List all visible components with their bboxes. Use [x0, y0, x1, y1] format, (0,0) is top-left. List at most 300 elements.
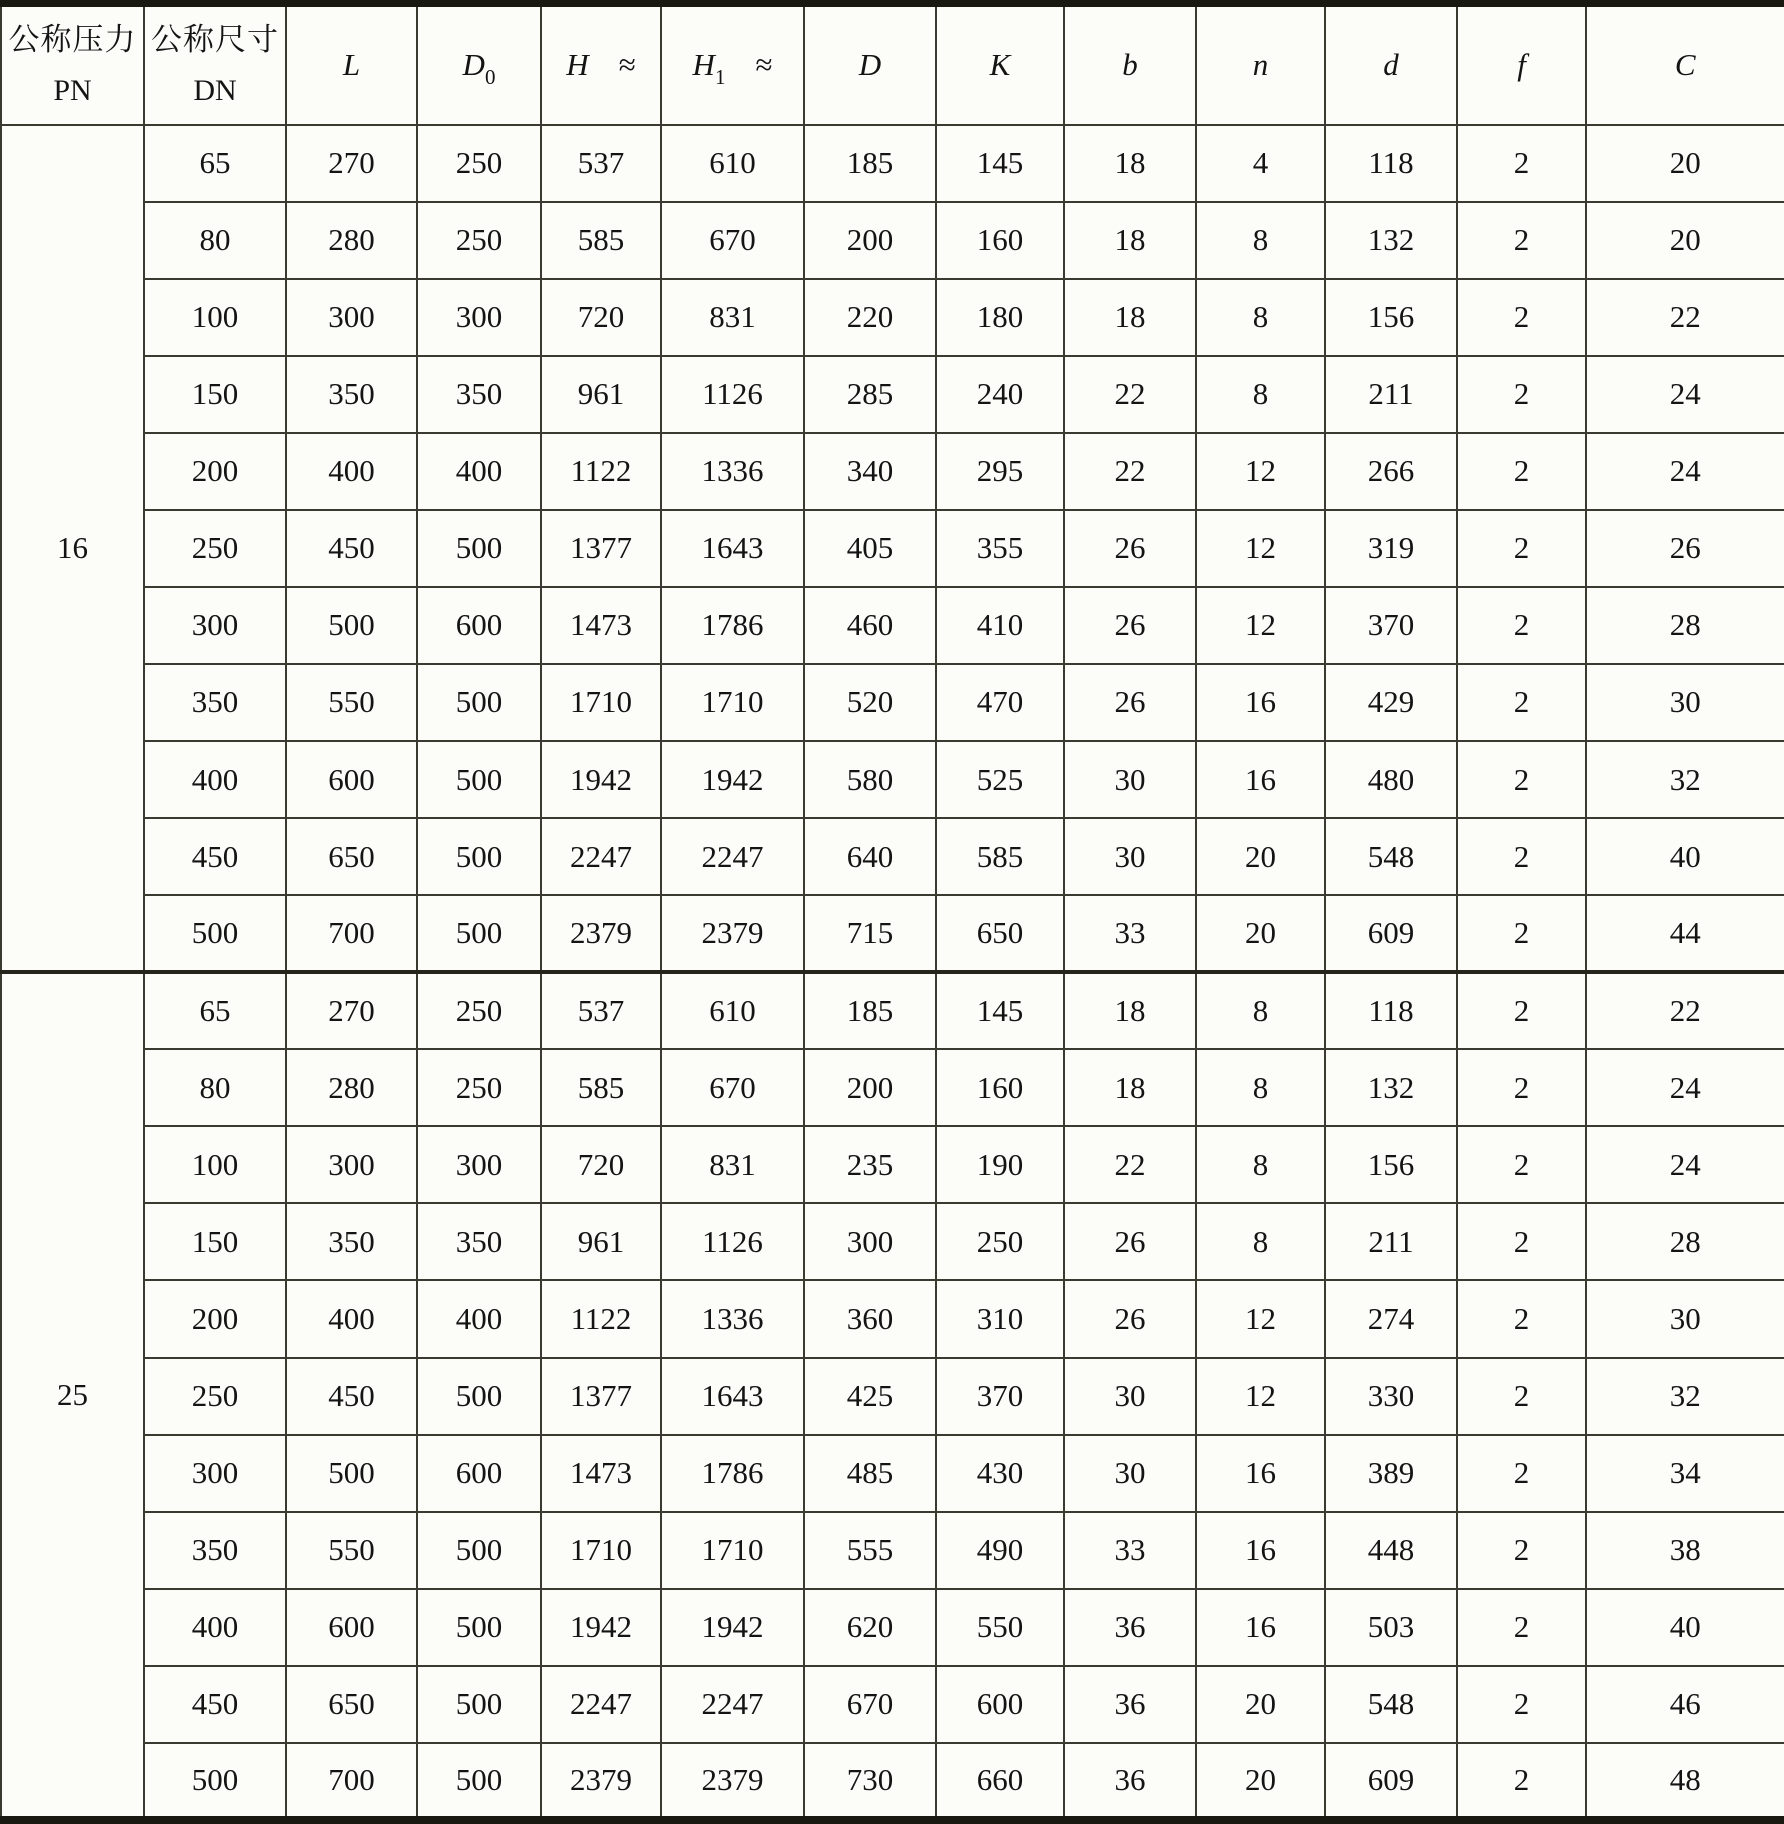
cell-H1: 1336 [661, 1280, 804, 1357]
cell-dn: 200 [144, 1280, 286, 1357]
header-nominal-size [144, 4, 286, 125]
header-C-label: C [1674, 47, 1696, 83]
header-f-label: f [1517, 47, 1526, 83]
cell-C: 24 [1586, 1126, 1784, 1203]
cell-K: 550 [936, 1589, 1064, 1666]
cell-n: 4 [1196, 125, 1325, 202]
header-nominal-size-latin: DN [193, 73, 237, 107]
cell-dn: 500 [144, 1743, 286, 1820]
cell-C: 32 [1586, 1358, 1784, 1435]
cell-D: 485 [804, 1435, 936, 1512]
cell-L: 700 [286, 895, 417, 972]
cell-b: 30 [1064, 1358, 1196, 1435]
cell-n: 20 [1196, 818, 1325, 895]
cell-dn: 80 [144, 1049, 286, 1126]
cell-C: 48 [1586, 1743, 1784, 1820]
table-row [1, 1280, 1784, 1357]
cell-dn: 350 [144, 1512, 286, 1589]
cell-n: 12 [1196, 1358, 1325, 1435]
header-L [286, 4, 417, 125]
cell-H: 961 [541, 356, 661, 433]
cell-d: 132 [1325, 202, 1457, 279]
cell-H1: 670 [661, 1049, 804, 1126]
cell-n: 16 [1196, 741, 1325, 818]
header-K-label: K [989, 47, 1011, 83]
table-row [1, 1512, 1784, 1589]
cell-D: 730 [804, 1743, 936, 1820]
cell-C: 40 [1586, 1589, 1784, 1666]
cell-b: 36 [1064, 1743, 1196, 1820]
cell-dn: 350 [144, 664, 286, 741]
cell-K: 430 [936, 1435, 1064, 1512]
cell-K: 660 [936, 1743, 1064, 1820]
pn-group-label: 16 [1, 125, 144, 973]
cell-dn: 250 [144, 510, 286, 587]
table-row [1, 202, 1784, 279]
cell-H1: 1643 [661, 1358, 804, 1435]
cell-n: 20 [1196, 1666, 1325, 1743]
cell-n: 8 [1196, 972, 1325, 1049]
cell-H1: 1643 [661, 510, 804, 587]
cell-K: 355 [936, 510, 1064, 587]
cell-d: 211 [1325, 356, 1457, 433]
cell-dn: 100 [144, 279, 286, 356]
cell-D0: 400 [417, 433, 541, 510]
cell-dn: 450 [144, 818, 286, 895]
header-L-label: L [342, 47, 361, 83]
cell-f: 2 [1457, 587, 1586, 664]
cell-f: 2 [1457, 510, 1586, 587]
cell-C: 28 [1586, 1203, 1784, 1280]
cell-D0: 500 [417, 741, 541, 818]
table-header [1, 4, 1784, 125]
cell-d: 480 [1325, 741, 1457, 818]
cell-f: 2 [1457, 741, 1586, 818]
cell-b: 18 [1064, 202, 1196, 279]
cell-dn: 100 [144, 1126, 286, 1203]
cell-d: 156 [1325, 279, 1457, 356]
cell-D0: 600 [417, 587, 541, 664]
cell-D: 285 [804, 356, 936, 433]
cell-n: 12 [1196, 1280, 1325, 1357]
cell-H: 961 [541, 1203, 661, 1280]
cell-H1: 831 [661, 1126, 804, 1203]
cell-L: 280 [286, 1049, 417, 1126]
cell-d: 330 [1325, 1358, 1457, 1435]
cell-n: 16 [1196, 664, 1325, 741]
cell-dn: 65 [144, 125, 286, 202]
cell-H1: 2379 [661, 895, 804, 972]
cell-d: 609 [1325, 895, 1457, 972]
cell-D: 670 [804, 1666, 936, 1743]
cell-n: 16 [1196, 1435, 1325, 1512]
cell-b: 33 [1064, 1512, 1196, 1589]
cell-b: 18 [1064, 279, 1196, 356]
cell-n: 12 [1196, 587, 1325, 664]
cell-f: 2 [1457, 664, 1586, 741]
cell-D0: 500 [417, 895, 541, 972]
cell-n: 20 [1196, 895, 1325, 972]
cell-H1: 1126 [661, 1203, 804, 1280]
cell-dn: 300 [144, 587, 286, 664]
cell-H1: 1710 [661, 1512, 804, 1589]
cell-H: 537 [541, 125, 661, 202]
header-H1 [661, 4, 804, 125]
header-f [1457, 4, 1586, 125]
cell-L: 500 [286, 1435, 417, 1512]
cell-H: 720 [541, 1126, 661, 1203]
header-D-label: D [858, 47, 882, 83]
cell-D: 620 [804, 1589, 936, 1666]
cell-f: 2 [1457, 202, 1586, 279]
cell-n: 8 [1196, 1049, 1325, 1126]
cell-d: 118 [1325, 972, 1457, 1049]
cell-dn: 250 [144, 1358, 286, 1435]
cell-H1: 610 [661, 125, 804, 202]
cell-D0: 350 [417, 1203, 541, 1280]
header-D0-subscript: 0 [484, 65, 496, 90]
header-D0-label: D [462, 47, 485, 83]
cell-L: 700 [286, 1743, 417, 1820]
cell-H: 1473 [541, 587, 661, 664]
header-d [1325, 4, 1457, 125]
cell-f: 2 [1457, 1203, 1586, 1280]
cell-C: 40 [1586, 818, 1784, 895]
cell-dn: 200 [144, 433, 286, 510]
cell-K: 250 [936, 1203, 1064, 1280]
table-row [1, 1203, 1784, 1280]
header-b-label: b [1122, 47, 1138, 83]
cell-f: 2 [1457, 1743, 1586, 1820]
cell-D: 235 [804, 1126, 936, 1203]
cell-d: 503 [1325, 1589, 1457, 1666]
cell-L: 400 [286, 433, 417, 510]
cell-H1: 2379 [661, 1743, 804, 1820]
cell-K: 160 [936, 1049, 1064, 1126]
cell-dn: 500 [144, 895, 286, 972]
cell-C: 26 [1586, 510, 1784, 587]
cell-D0: 250 [417, 1049, 541, 1126]
header-row [1, 4, 1784, 125]
cell-K: 525 [936, 741, 1064, 818]
cell-D0: 400 [417, 1280, 541, 1357]
cell-b: 26 [1064, 1280, 1196, 1357]
cell-H1: 1942 [661, 1589, 804, 1666]
cell-C: 24 [1586, 1049, 1784, 1126]
cell-C: 22 [1586, 972, 1784, 1049]
cell-D0: 600 [417, 1435, 541, 1512]
cell-b: 30 [1064, 741, 1196, 818]
cell-b: 30 [1064, 1435, 1196, 1512]
cell-L: 300 [286, 1126, 417, 1203]
cell-D: 425 [804, 1358, 936, 1435]
cell-b: 18 [1064, 1049, 1196, 1126]
cell-f: 2 [1457, 1589, 1586, 1666]
cell-L: 270 [286, 125, 417, 202]
cell-H: 1710 [541, 1512, 661, 1589]
cell-f: 2 [1457, 1358, 1586, 1435]
cell-C: 20 [1586, 125, 1784, 202]
cell-n: 16 [1196, 1512, 1325, 1589]
cell-f: 2 [1457, 1512, 1586, 1589]
header-nominal-pressure-zh: 公称压力 [8, 22, 137, 58]
cell-d: 118 [1325, 125, 1457, 202]
cell-H: 537 [541, 972, 661, 1049]
cell-D0: 500 [417, 510, 541, 587]
cell-D0: 250 [417, 125, 541, 202]
cell-D0: 500 [417, 1589, 541, 1666]
cell-D0: 500 [417, 1743, 541, 1820]
cell-n: 8 [1196, 279, 1325, 356]
cell-K: 145 [936, 125, 1064, 202]
cell-L: 270 [286, 972, 417, 1049]
table-row [1, 1049, 1784, 1126]
cell-L: 400 [286, 1280, 417, 1357]
cell-C: 30 [1586, 1280, 1784, 1357]
cell-L: 280 [286, 202, 417, 279]
cell-H1: 1942 [661, 741, 804, 818]
table-row [1, 895, 1784, 972]
cell-C: 38 [1586, 1512, 1784, 1589]
table-row [1, 664, 1784, 741]
cell-dn: 65 [144, 972, 286, 1049]
cell-n: 8 [1196, 202, 1325, 279]
cell-d: 609 [1325, 1743, 1457, 1820]
header-b [1064, 4, 1196, 125]
header-D0 [417, 4, 541, 125]
cell-C: 22 [1586, 279, 1784, 356]
cell-b: 26 [1064, 664, 1196, 741]
cell-D: 185 [804, 125, 936, 202]
cell-f: 2 [1457, 895, 1586, 972]
table-row [1, 1358, 1784, 1435]
cell-H: 1942 [541, 1589, 661, 1666]
cell-K: 190 [936, 1126, 1064, 1203]
table-row [1, 1126, 1784, 1203]
cell-dn: 80 [144, 202, 286, 279]
cell-f: 2 [1457, 1126, 1586, 1203]
cell-D: 220 [804, 279, 936, 356]
cell-H1: 1786 [661, 587, 804, 664]
cell-D0: 500 [417, 818, 541, 895]
cell-D: 360 [804, 1280, 936, 1357]
cell-C: 32 [1586, 741, 1784, 818]
cell-d: 429 [1325, 664, 1457, 741]
cell-K: 650 [936, 895, 1064, 972]
cell-L: 350 [286, 1203, 417, 1280]
cell-dn: 450 [144, 1666, 286, 1743]
cell-b: 36 [1064, 1666, 1196, 1743]
cell-b: 26 [1064, 1203, 1196, 1280]
cell-d: 319 [1325, 510, 1457, 587]
cell-n: 8 [1196, 1126, 1325, 1203]
table-row [1, 818, 1784, 895]
cell-H1: 1786 [661, 1435, 804, 1512]
cell-d: 274 [1325, 1280, 1457, 1357]
cell-K: 470 [936, 664, 1064, 741]
cell-C: 44 [1586, 895, 1784, 972]
header-D [804, 4, 936, 125]
cell-b: 33 [1064, 895, 1196, 972]
cell-b: 18 [1064, 125, 1196, 202]
cell-C: 34 [1586, 1435, 1784, 1512]
cell-dn: 300 [144, 1435, 286, 1512]
cell-K: 180 [936, 279, 1064, 356]
cell-D0: 250 [417, 202, 541, 279]
cell-D: 200 [804, 202, 936, 279]
cell-D0: 500 [417, 664, 541, 741]
cell-K: 370 [936, 1358, 1064, 1435]
cell-H: 2247 [541, 1666, 661, 1743]
cell-L: 600 [286, 1589, 417, 1666]
cell-f: 2 [1457, 1049, 1586, 1126]
cell-d: 156 [1325, 1126, 1457, 1203]
cell-d: 132 [1325, 1049, 1457, 1126]
table-row [1, 972, 1784, 1049]
table-row [1, 279, 1784, 356]
cell-D0: 250 [417, 972, 541, 1049]
cell-n: 12 [1196, 510, 1325, 587]
cell-H: 1710 [541, 664, 661, 741]
cell-H1: 831 [661, 279, 804, 356]
cell-D0: 300 [417, 279, 541, 356]
header-H-label: H [566, 47, 589, 83]
cell-K: 600 [936, 1666, 1064, 1743]
cell-f: 2 [1457, 818, 1586, 895]
cell-H1: 1126 [661, 356, 804, 433]
cell-f: 2 [1457, 279, 1586, 356]
cell-b: 22 [1064, 433, 1196, 510]
cell-L: 550 [286, 1512, 417, 1589]
pn-group-label: 25 [1, 972, 144, 1820]
cell-L: 350 [286, 356, 417, 433]
cell-L: 500 [286, 587, 417, 664]
table-body [1, 125, 1784, 1821]
cell-D: 300 [804, 1203, 936, 1280]
cell-K: 410 [936, 587, 1064, 664]
table-row [1, 741, 1784, 818]
cell-f: 2 [1457, 1435, 1586, 1512]
header-nominal-size-zh: 公称尺寸 [151, 22, 279, 58]
cell-dn: 400 [144, 1589, 286, 1666]
cell-C: 24 [1586, 433, 1784, 510]
cell-C: 20 [1586, 202, 1784, 279]
header-nominal-pressure [1, 4, 144, 125]
table-row [1, 1666, 1784, 1743]
header-n [1196, 4, 1325, 125]
cell-D: 200 [804, 1049, 936, 1126]
cell-L: 550 [286, 664, 417, 741]
cell-d: 548 [1325, 818, 1457, 895]
header-H1-label: H [692, 47, 715, 83]
table-row [1, 433, 1784, 510]
cell-H: 1377 [541, 510, 661, 587]
cell-D: 405 [804, 510, 936, 587]
cell-H1: 2247 [661, 818, 804, 895]
cell-d: 389 [1325, 1435, 1457, 1512]
cell-dn: 150 [144, 356, 286, 433]
cell-L: 300 [286, 279, 417, 356]
header-H1-subscript: 1 [714, 65, 726, 90]
cell-D0: 500 [417, 1358, 541, 1435]
header-H1-approx-symbol: ≈ [755, 47, 773, 83]
cell-f: 2 [1457, 433, 1586, 510]
cell-D: 555 [804, 1512, 936, 1589]
cell-D: 520 [804, 664, 936, 741]
cell-D0: 350 [417, 356, 541, 433]
cell-b: 30 [1064, 818, 1196, 895]
cell-C: 24 [1586, 356, 1784, 433]
cell-H: 720 [541, 279, 661, 356]
cell-K: 295 [936, 433, 1064, 510]
cell-n: 8 [1196, 356, 1325, 433]
cell-D: 340 [804, 433, 936, 510]
cell-dn: 400 [144, 741, 286, 818]
cell-K: 310 [936, 1280, 1064, 1357]
cell-L: 600 [286, 741, 417, 818]
cell-n: 12 [1196, 433, 1325, 510]
cell-D0: 300 [417, 1126, 541, 1203]
cell-n: 8 [1196, 1203, 1325, 1280]
cell-H: 1473 [541, 1435, 661, 1512]
cell-b: 22 [1064, 1126, 1196, 1203]
cell-D: 715 [804, 895, 936, 972]
cell-H1: 2247 [661, 1666, 804, 1743]
cell-H1: 610 [661, 972, 804, 1049]
cell-L: 450 [286, 510, 417, 587]
cell-H1: 1710 [661, 664, 804, 741]
cell-f: 2 [1457, 1666, 1586, 1743]
cell-d: 266 [1325, 433, 1457, 510]
cell-K: 160 [936, 202, 1064, 279]
cell-C: 30 [1586, 664, 1784, 741]
cell-L: 450 [286, 1358, 417, 1435]
cell-H: 2379 [541, 895, 661, 972]
cell-H: 2247 [541, 818, 661, 895]
header-n-label: n [1252, 47, 1269, 83]
table-row [1, 1589, 1784, 1666]
cell-b: 26 [1064, 510, 1196, 587]
header-nominal-pressure-latin: PN [53, 73, 92, 107]
cell-f: 2 [1457, 356, 1586, 433]
cell-n: 16 [1196, 1589, 1325, 1666]
cell-K: 490 [936, 1512, 1064, 1589]
cell-n: 20 [1196, 1743, 1325, 1820]
header-C [1586, 4, 1784, 125]
cell-d: 370 [1325, 587, 1457, 664]
cell-D: 460 [804, 587, 936, 664]
cell-d: 548 [1325, 1666, 1457, 1743]
cell-K: 585 [936, 818, 1064, 895]
cell-H: 585 [541, 1049, 661, 1126]
table-row [1, 587, 1784, 664]
cell-C: 46 [1586, 1666, 1784, 1743]
cell-dn: 150 [144, 1203, 286, 1280]
cell-K: 240 [936, 356, 1064, 433]
cell-D0: 500 [417, 1512, 541, 1589]
cell-b: 36 [1064, 1589, 1196, 1666]
header-d-label: d [1383, 47, 1399, 83]
cell-D: 185 [804, 972, 936, 1049]
cell-L: 650 [286, 818, 417, 895]
cell-d: 448 [1325, 1512, 1457, 1589]
header-H [541, 4, 661, 125]
cell-d: 211 [1325, 1203, 1457, 1280]
cell-H: 1122 [541, 433, 661, 510]
cell-D0: 500 [417, 1666, 541, 1743]
cell-H: 2379 [541, 1743, 661, 1820]
cell-b: 18 [1064, 972, 1196, 1049]
